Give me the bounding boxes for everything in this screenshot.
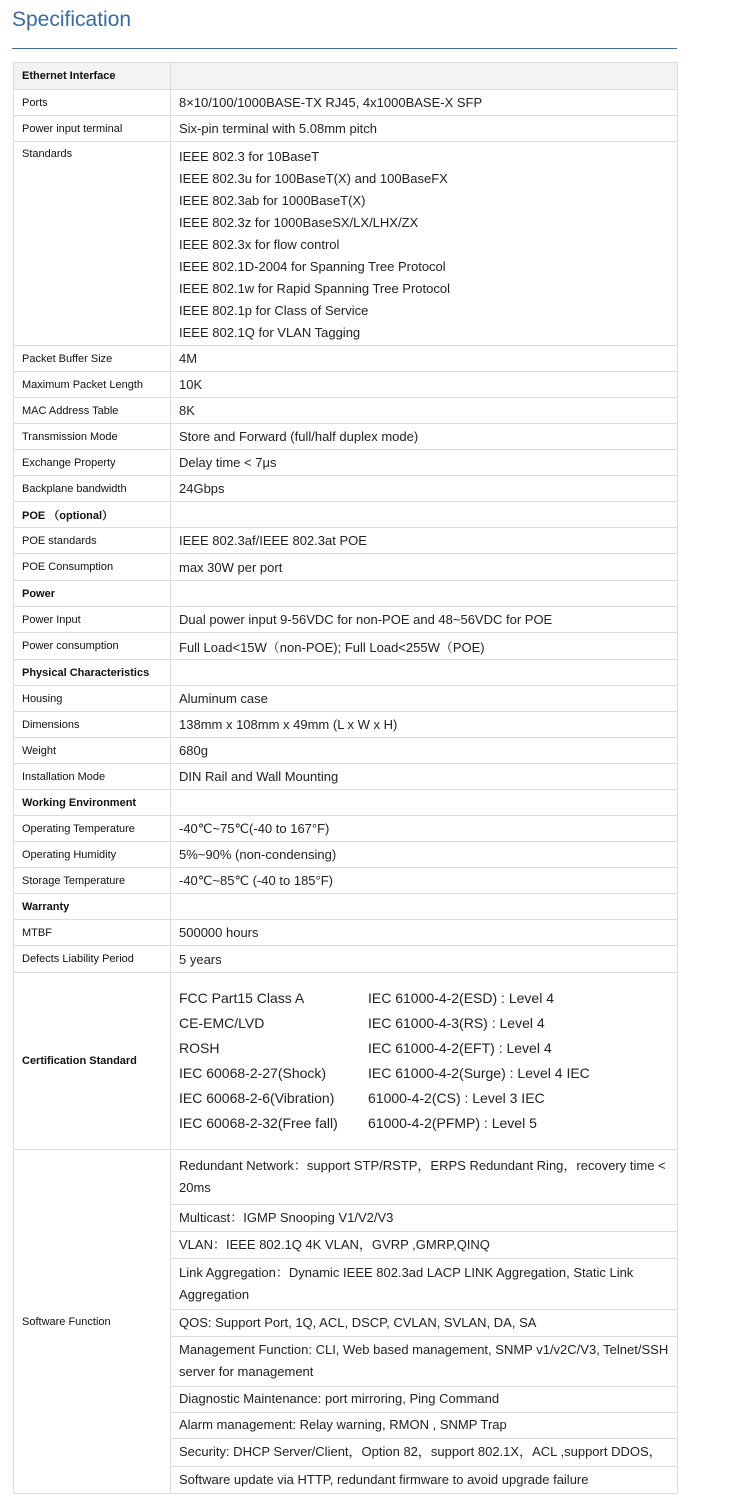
table-row [14, 476, 678, 502]
list-item: Link Aggregation：Dynamic IEEE 802.3ad LACP LINK Aggregation, Static Link Aggregation [171, 1259, 677, 1310]
list-item: IEEE 802.3ab for 1000BaseT(X) [179, 193, 366, 208]
row-value: 5%~90% (non-condensing) [171, 842, 678, 868]
table-row [14, 686, 678, 712]
row-label: Dimensions [14, 712, 171, 738]
row-value: 4M [171, 346, 678, 372]
row-label: Software Function [14, 1150, 171, 1494]
spec-table [13, 62, 678, 1494]
certification-cell [171, 973, 678, 1150]
row-value: IEEE 802.3af/IEEE 802.3at POE [171, 528, 678, 554]
page-title: Specification [12, 8, 132, 31]
table-row [14, 450, 678, 476]
list-item: Multicast：IGMP Snooping V1/V2/V3 [171, 1205, 677, 1232]
row-label: Power Input [14, 607, 171, 633]
cert-item: 61000-4-2(CS) : Level 3 IEC [368, 1090, 545, 1106]
standards-list [171, 142, 678, 346]
row-label: POE standards [14, 528, 171, 554]
title-divider [12, 48, 677, 49]
list-item: IEEE 802.3u for 100BaseT(X) and 100BaseFX [179, 171, 448, 186]
section-label: Certification Standard [14, 973, 171, 1150]
list-item: IEEE 802.1D-2004 for Spanning Tree Protocol [179, 259, 446, 274]
section-physical [14, 660, 678, 686]
row-label: Power input terminal [14, 116, 171, 142]
row-value: 8×10/100/1000BASE-TX RJ45, 4x1000BASE-X SFP [171, 90, 678, 116]
table-row [14, 816, 678, 842]
row-value: 680g [171, 738, 678, 764]
cert-item: IEC 61000-4-2(Surge) : Level 4 IEC [368, 1065, 590, 1081]
list-item: IEEE 802.1Q for VLAN Tagging [179, 325, 361, 340]
table-row [14, 842, 678, 868]
row-label: Storage Temperature [14, 868, 171, 894]
list-item: VLAN：IEEE 802.1Q 4K VLAN，GVRP ,GMRP,QINQ [171, 1232, 677, 1259]
row-value: 5 years [171, 946, 678, 973]
table-row [14, 424, 678, 450]
list-item: Diagnostic Maintenance: port mirroring, Ping Command [171, 1387, 677, 1413]
row-value: Dual power input 9-56VDC for non-POE and 48~56VDC for POE [171, 607, 678, 633]
row-label: MTBF [14, 920, 171, 946]
row-value: Full Load<15W（non-POE); Full Load<255W（POE) [171, 633, 678, 660]
cert-item: ROSH [179, 1040, 220, 1056]
section-certification [14, 973, 678, 1150]
table-row [14, 712, 678, 738]
section-poe [14, 502, 678, 528]
table-row [14, 372, 678, 398]
row-value: 8K [171, 398, 678, 424]
list-item: Alarm management: Relay warning, RMON , SNMP Trap [171, 1413, 677, 1439]
list-item: IEEE 802.1w for Rapid Spanning Tree Protocol [179, 281, 450, 296]
cert-item: CE-EMC/LVD [179, 1015, 265, 1031]
cert-item: IEC 61000-4-3(RS) : Level 4 [368, 1015, 545, 1031]
list-item: Software update via HTTP, redundant firmware to avoid upgrade failure [179, 1471, 589, 1487]
table-row [14, 554, 678, 581]
list-item: Redundant Network：support STP/RSTP，ERPS Redundant Ring，recovery time < 20ms [171, 1151, 677, 1205]
row-value: Aluminum case [171, 686, 678, 712]
table-row [14, 633, 678, 660]
software-cell [171, 1150, 678, 1494]
row-label: Packet Buffer Size [14, 346, 171, 372]
list-item: QOS: Support Port, 1Q, ACL, DSCP, CVLAN, SVLAN, DA, SA [171, 1310, 677, 1337]
cert-item: 61000-4-2(PFMP) : Level 5 [368, 1115, 537, 1131]
row-value: Six-pin terminal with 5.08mm pitch [171, 116, 678, 142]
cert-item: IEC 60068-2-27(Shock) [179, 1065, 327, 1081]
table-row [14, 116, 678, 142]
table-row [14, 528, 678, 554]
table-row [14, 398, 678, 424]
row-label: Weight [14, 738, 171, 764]
row-label: Standards [14, 142, 171, 346]
row-value: DIN Rail and Wall Mounting [171, 764, 678, 790]
cert-item: FCC Part15 Class A [179, 990, 305, 1006]
row-label: Installation Mode [14, 764, 171, 790]
row-label: Ports [14, 90, 171, 116]
row-value: Delay time < 7μs [171, 450, 678, 476]
row-label: Operating Temperature [14, 816, 171, 842]
row-label: Backplane bandwidth [14, 476, 171, 502]
row-label: POE Consumption [14, 554, 171, 581]
list-item: IEEE 802.1p for Class of Service [179, 303, 369, 318]
row-label: Housing [14, 686, 171, 712]
row-value: max 30W per port [171, 554, 678, 581]
row-value: -40℃~75℃(-40 to 167°F) [171, 816, 678, 842]
section-power [14, 581, 678, 607]
cert-item: IEC 60068-2-32(Free fall) [179, 1115, 338, 1131]
table-row [14, 346, 678, 372]
table-row [14, 142, 678, 346]
list-item: IEEE 802.3 for 10BaseT [179, 149, 320, 164]
row-value: 500000 hours [171, 920, 678, 946]
table-row [14, 946, 678, 973]
list-item: IEEE 802.3x for flow control [179, 237, 340, 252]
cert-item: IEC 61000-4-2(EFT) : Level 4 [368, 1040, 552, 1056]
section-ethernet [14, 63, 678, 90]
table-row [14, 607, 678, 633]
row-value: 24Gbps [171, 476, 678, 502]
certification-grid [179, 986, 669, 1136]
table-row [14, 90, 678, 116]
row-label: Power consumption [14, 633, 171, 660]
section-label: POE （optional） [14, 502, 171, 528]
table-row [14, 868, 678, 894]
section-warranty [14, 894, 678, 920]
table-row [14, 738, 678, 764]
row-value: 10K [171, 372, 678, 398]
table-row [14, 764, 678, 790]
row-label: Operating Humidity [14, 842, 171, 868]
section-label: Warranty [14, 894, 171, 920]
row-label: Maximum Packet Length [14, 372, 171, 398]
row-value: -40℃~85℃ (-40 to 185°F) [171, 868, 678, 894]
section-label: Physical Characteristics [14, 660, 171, 686]
table-row [14, 920, 678, 946]
section-label: Ethernet Interface [14, 63, 171, 90]
row-label: Defects Liability Period [14, 946, 171, 973]
row-value: Store and Forward (full/half duplex mode) [171, 424, 678, 450]
row-label: Exchange Property [14, 450, 171, 476]
section-software [14, 1150, 678, 1494]
section-label: Power [14, 581, 171, 607]
row-label: Transmission Mode [14, 424, 171, 450]
list-item: IEEE 802.3z for 1000BaseSX/LX/LHX/ZX [179, 215, 419, 230]
list-item: Management Function: CLI, Web based management, SNMP v1/v2C/V3, Telnet/SSH server for management [171, 1337, 677, 1387]
row-label: MAC Address Table [14, 398, 171, 424]
list-item: Security: DHCP Server/Client，Option 82，support 802.1X，ACL ,support DDOS， [171, 1439, 677, 1467]
cert-item: IEC 60068-2-6(Vibration) [179, 1090, 335, 1106]
row-value: 138mm x 108mm x 49mm (L x W x H) [171, 712, 678, 738]
section-label: Working Environment [14, 790, 171, 816]
section-environment [14, 790, 678, 816]
cert-item: IEC 61000-4-2(ESD) : Level 4 [368, 990, 554, 1006]
